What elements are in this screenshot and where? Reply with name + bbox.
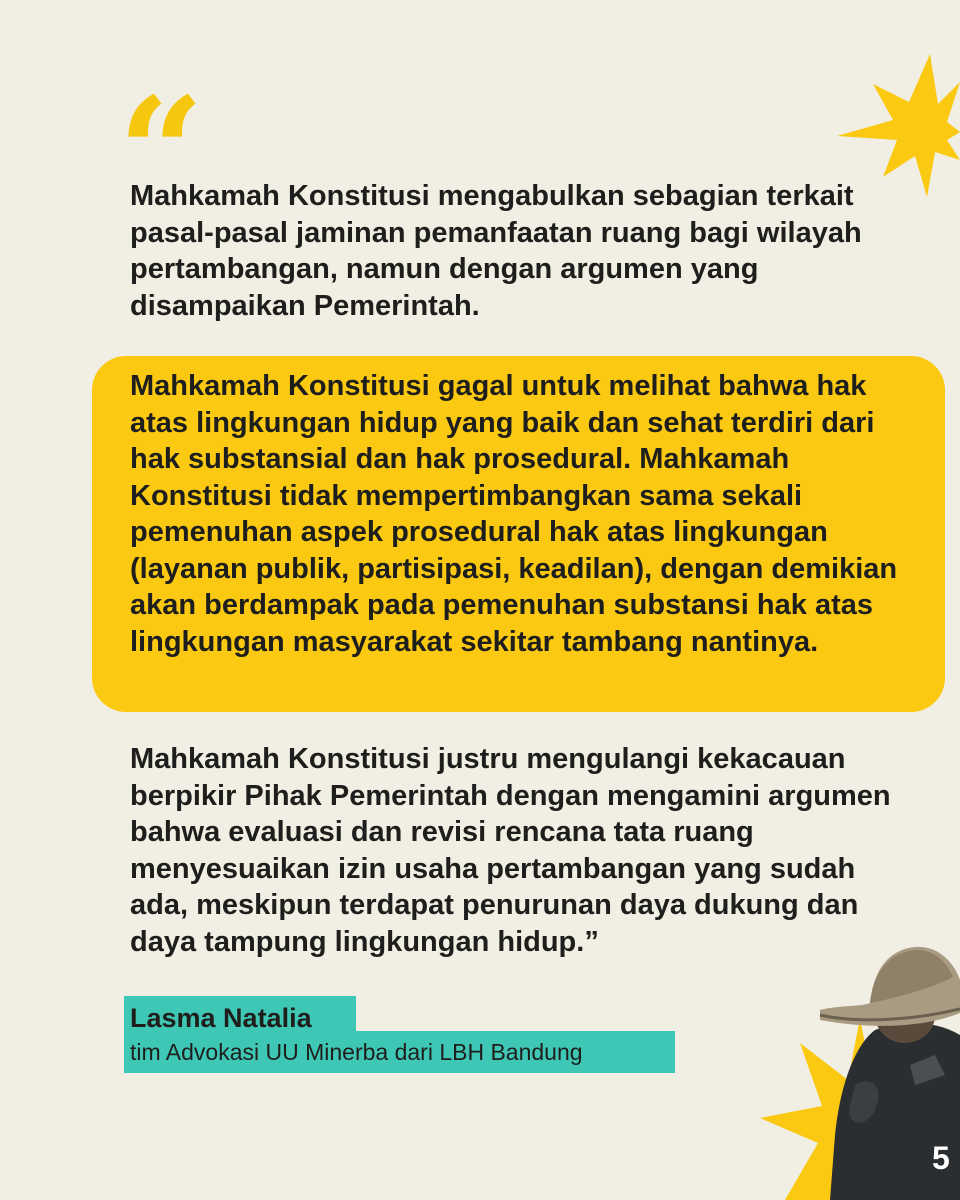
quote-paragraph-3: Mahkamah Konstitusi justru mengulangi kekacauan berpikir Pihak Pemerintah dengan mengamini argumen bahwa evaluasi dan revisi rencana tata ruang menyesuaikan izin usaha pertambangan yang sudah ada, meskipun terdapat penurunan daya dukung dan daya tampung lingkungan hidup.” bbox=[130, 743, 891, 958]
starburst-icon bbox=[835, 52, 960, 197]
quote-paragraph-2-highlighted: Mahkamah Konstitusi gagal untuk melihat bahwa hak atas lingkungan hidup yang baik dan sehat terdiri dari hak substansial dan hak prosedural. Mahkamah Konstitusi tidak mempertimbangkan sama sekali pemenuhan aspek prosedural hak atas lingkungan (layanan publik, partisipasi, keadilan), dengan demikian akan berdampak pada pemenuhan substansi hak atas lingkungan masyarakat sekitar tambang nantinya. bbox=[130, 370, 898, 658]
quote-open-mark: “ bbox=[118, 65, 199, 241]
speaker-name: Lasma Natalia bbox=[130, 1003, 312, 1033]
page-number: 5 bbox=[932, 1140, 950, 1176]
speaker-role: tim Advokasi UU Minerba dari LBH Bandung bbox=[130, 1039, 583, 1065]
quote-paragraph-1: Mahkamah Konstitusi mengabulkan sebagian terkait pasal-pasal jaminan pemanfaatan ruang bagi wilayah pertambangan, namun dengan argumen yang disampaikan Pemerintah. bbox=[130, 180, 862, 322]
